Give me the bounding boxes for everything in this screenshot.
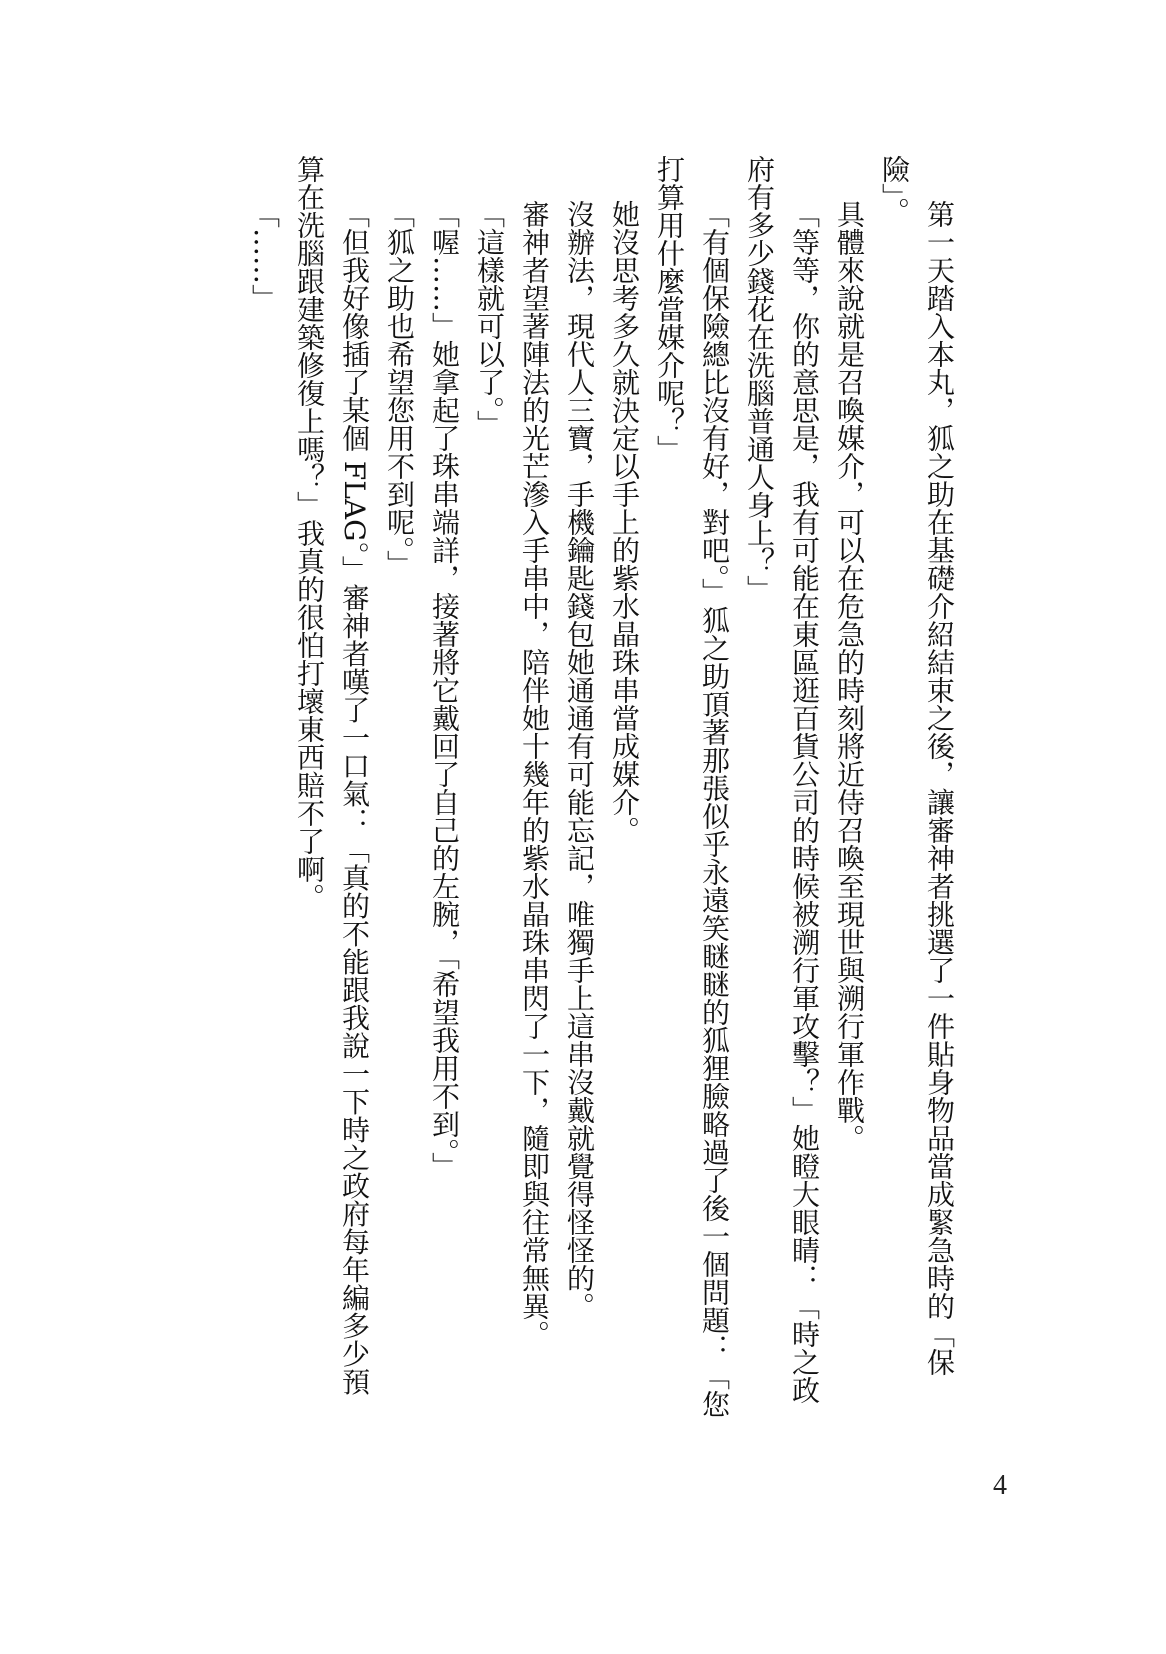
- paragraph: [287, 155, 377, 1475]
- text-line: 「但我好像插了某個 FLAG。」審神者嘆了一口氣：「真的不能跟我說一下時之政府每年編多少預: [338, 199, 371, 1396]
- paragraph: [602, 155, 647, 1475]
- text-line: 打算用什麼當媒介呢？」: [653, 155, 686, 463]
- paragraph: [647, 155, 737, 1475]
- text-line: 「有個保險總比沒有好，對吧。」狐之助頂著那張似乎永遠笑瞇瞇的狐狸臉略過了後一個問題：「您: [698, 199, 731, 1418]
- text-line: 算在洗腦跟建築修復上嗎？」我真的很怕打壞東西賠不了啊。: [293, 155, 326, 911]
- paragraph: [467, 155, 512, 1475]
- paragraph: [557, 155, 602, 1475]
- paragraph: [737, 155, 827, 1475]
- page-number: 4: [993, 1470, 1007, 1501]
- paragraph: [827, 155, 872, 1475]
- text-line: 「等等，你的意思是，我有可能在東區逛百貨公司的時候被溯行軍攻擊？」她瞪大眼睛：「時之政: [788, 199, 821, 1404]
- paragraph: [512, 155, 557, 1475]
- paragraph: [872, 155, 962, 1475]
- text-line: 審神者望著陣法的光芒滲入手串中，陪伴她十幾年的紫水晶珠串閃了一下，隨即與往常無異。: [518, 199, 551, 1348]
- vertical-text-body: [242, 155, 962, 1475]
- paragraph: [422, 155, 467, 1475]
- text-line: 「狐之助也希望您用不到呢。」: [383, 199, 416, 578]
- text-line: 「喔……」她拿起了珠串端詳，接著將它戴回了自己的左腕，「希望我用不到。」: [428, 199, 461, 1180]
- text-line: 沒辦法，現代人三寶，手機鑰匙錢包她通通有可能忘記，唯獨手上這串沒戴就覺得怪怪的。: [563, 199, 596, 1320]
- text-line: 府有多少錢花在洗腦普通人身上？」: [743, 155, 776, 603]
- text-line: 險」。: [878, 155, 911, 225]
- text-line: 「……」: [248, 199, 281, 312]
- text-line: 第一天踏入本丸，狐之助在基礎介紹結束之後，讓審神者挑選了一件貼身物品當成緊急時的「保: [923, 199, 956, 1376]
- paragraph: [242, 155, 287, 1475]
- text-line: 「這樣就可以了。」: [473, 199, 506, 438]
- text-line: 具體來說就是召喚媒介，可以在危急的時刻將近侍召喚至現世與溯行軍作戰。: [833, 199, 866, 1152]
- paragraph: [377, 155, 422, 1475]
- text-line: 她沒思考多久就決定以手上的紫水晶珠串當成媒介。: [608, 199, 641, 844]
